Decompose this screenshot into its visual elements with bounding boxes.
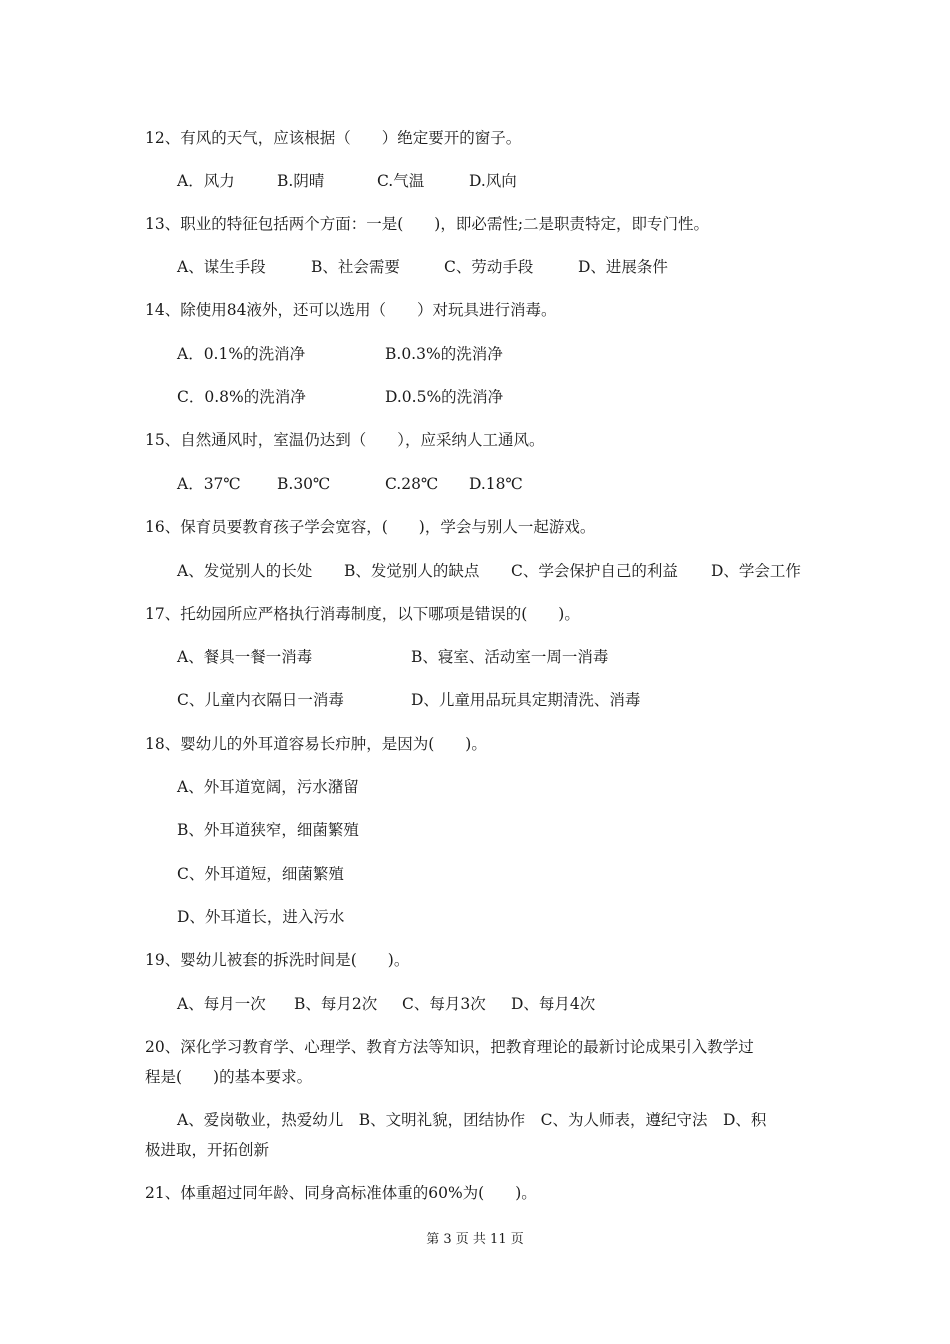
question-15-stem: 15、自然通风时，室温仍达到（ ），应采纳人工通风。 bbox=[145, 431, 545, 449]
option-a: A．0.1%的洗消净 bbox=[177, 345, 306, 363]
option-a: A、餐具一餐一消毒 bbox=[177, 648, 313, 666]
option-a: A．37℃ bbox=[177, 475, 241, 493]
question-18-option-b: B、外耳道狭窄，细菌繁殖 bbox=[177, 821, 359, 839]
question-16-stem: 16、保育员要教育孩子学会宽容，( )，学会与别人一起游戏。 bbox=[145, 518, 596, 536]
question-19-stem: 19、婴幼儿被套的拆洗时间是( )。 bbox=[145, 951, 410, 969]
option-a: A．风力 bbox=[177, 172, 235, 190]
option-a: A、每月一次 bbox=[177, 995, 266, 1013]
option-d: D.风向 bbox=[469, 172, 517, 190]
option-b: B、社会需要 bbox=[311, 258, 400, 276]
option-c: C．0.8%的洗消净 bbox=[177, 388, 306, 406]
option-b: B、寝室、活动室一周一消毒 bbox=[411, 648, 609, 666]
option-d: D.0.5%的洗消净 bbox=[385, 388, 504, 406]
option-d: D、进展条件 bbox=[578, 258, 668, 276]
option-b: B.阴晴 bbox=[277, 172, 325, 190]
question-18-option-a: A、外耳道宽阔，污水潴留 bbox=[177, 778, 359, 796]
option-b: B.30℃ bbox=[277, 475, 331, 493]
question-14-options-row2 bbox=[0, 387, 950, 407]
option-c: C、学会保护自己的利益 bbox=[511, 562, 678, 580]
question-20-options-line2: 极进取，开拓创新 bbox=[145, 1141, 270, 1159]
question-20-options-line1: A、爱岗敬业，热爱幼儿 B、文明礼貌，团结协作 C、为人师表，遵纪守法 D、积 bbox=[177, 1111, 767, 1129]
question-14-stem: 14、除使用84液外，还可以选用（ ）对玩具进行消毒。 bbox=[145, 301, 557, 319]
question-14-options-row1 bbox=[0, 344, 950, 364]
question-20-stem-line2: 程是( )的基本要求。 bbox=[145, 1068, 313, 1086]
question-17-options-row2 bbox=[0, 690, 950, 710]
question-21-stem: 21、体重超过同年龄、同身高标准体重的60%为( )。 bbox=[145, 1184, 537, 1202]
option-a: A、谋生手段 bbox=[177, 258, 266, 276]
option-c: C、劳动手段 bbox=[444, 258, 534, 276]
question-20-stem-line1: 20、深化学习教育学、心理学、教育方法等知识，把教育理论的最新讨论成果引入教学过 bbox=[145, 1038, 754, 1056]
option-d: D.18℃ bbox=[469, 475, 523, 493]
page-footer: 第 3 页 共 11 页 bbox=[426, 1232, 524, 1247]
option-c: C、每月3次 bbox=[402, 995, 486, 1013]
option-c: C.28℃ bbox=[385, 475, 439, 493]
question-18-option-c: C、外耳道短，细菌繁殖 bbox=[177, 865, 344, 883]
option-c: C.气温 bbox=[377, 172, 425, 190]
question-19-options bbox=[0, 994, 950, 1014]
question-12-options bbox=[0, 171, 950, 191]
option-b: B、每月2次 bbox=[294, 995, 378, 1013]
option-d: D、儿童用品玩具定期清洗、消毒 bbox=[411, 691, 641, 709]
question-13-options bbox=[0, 257, 950, 277]
option-c: C、儿童内衣隔日一消毒 bbox=[177, 691, 344, 709]
question-17-options-row1 bbox=[0, 647, 950, 667]
question-18-stem: 18、婴幼儿的外耳道容易长疖肿，是因为( )。 bbox=[145, 735, 487, 753]
question-17-stem: 17、托幼园所应严格执行消毒制度，以下哪项是错误的( )。 bbox=[145, 605, 580, 623]
question-13-stem: 13、职业的特征包括两个方面：一是( )，即必需性;二是职责特定，即专门性。 bbox=[145, 215, 710, 233]
option-a: A、发觉别人的长处 bbox=[177, 562, 313, 580]
option-d: D、学会工作 bbox=[711, 562, 801, 580]
option-b: B、发觉别人的缺点 bbox=[344, 562, 480, 580]
question-15-options bbox=[0, 474, 950, 494]
question-18-option-d: D、外耳道长，进入污水 bbox=[177, 908, 345, 926]
option-b: B.0.3%的洗消净 bbox=[385, 345, 503, 363]
option-d: D、每月4次 bbox=[511, 995, 596, 1013]
question-12-stem: 12、有风的天气，应该根据（ ）绝定要开的窗子。 bbox=[145, 129, 522, 147]
question-16-options bbox=[0, 561, 950, 581]
